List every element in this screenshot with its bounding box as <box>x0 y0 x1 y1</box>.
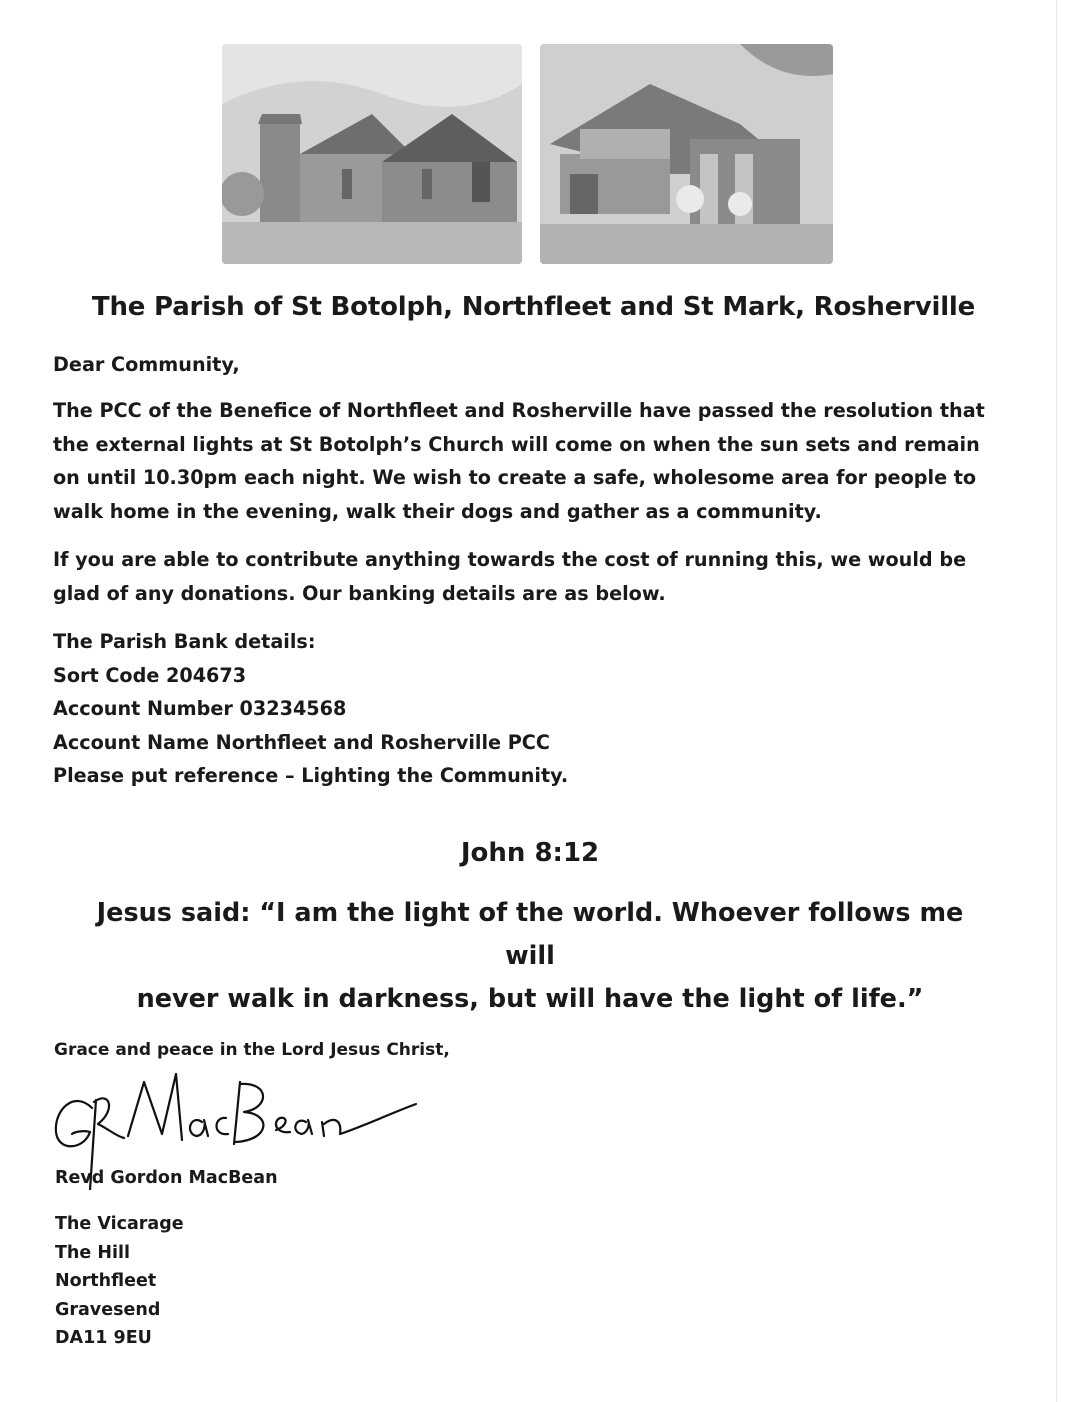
page-title: The Parish of St Botolph, Northfleet and St Mark, Rosherville <box>91 292 976 322</box>
church-photo-icon <box>222 44 522 264</box>
modern-church-photo-icon <box>540 44 833 264</box>
sort-code: Sort Code 204673 <box>53 663 247 687</box>
salutation: Dear Community, <box>53 353 240 376</box>
paragraph-donations: If you are able to contribute anything towards the cost of running this, we would be glad of any donations. Our banking details are as below. <box>53 548 967 605</box>
closing-line: Grace and peace in the Lord Jesus Christ, <box>54 1040 450 1060</box>
address-line: The Vicarage <box>55 1214 184 1234</box>
account-name: Account Name Northfleet and Rosherville PCC <box>53 730 550 754</box>
verse-line-2: never walk in darkness, but will have the light of life.” <box>136 984 924 1014</box>
bank-details <box>53 625 1013 793</box>
bank-heading: The Parish Bank details: <box>53 630 316 653</box>
paragraph-lights-resolution: The PCC of the Benefice of Northfleet and Rosherville have passed the resolution that the external lights at St Botolph’s Church will come on when the sun sets and remain on until 10.30pm each night. We wish to create a safe, wholesome area for people to walk home in the evening, walk their dogs and gather as a community. <box>53 399 985 523</box>
verse-text <box>80 892 980 1021</box>
payment-reference: Please put reference – Lighting the Community. <box>53 764 569 787</box>
account-number: Account Number 03234568 <box>53 697 347 720</box>
address-block <box>55 1210 184 1353</box>
address-line: Gravesend <box>55 1299 161 1320</box>
address-line: The Hill <box>55 1242 130 1263</box>
verse-reference: John 8:12 <box>460 838 600 868</box>
page-edge-line <box>1056 0 1057 1402</box>
verse-line-1: Jesus said: “I am the light of the world. Whoever follows me will <box>96 898 964 971</box>
address-line: Northfleet <box>55 1271 157 1291</box>
signer-name: Revd Gordon MacBean <box>55 1168 278 1188</box>
address-line: DA11 9EU <box>55 1328 152 1348</box>
